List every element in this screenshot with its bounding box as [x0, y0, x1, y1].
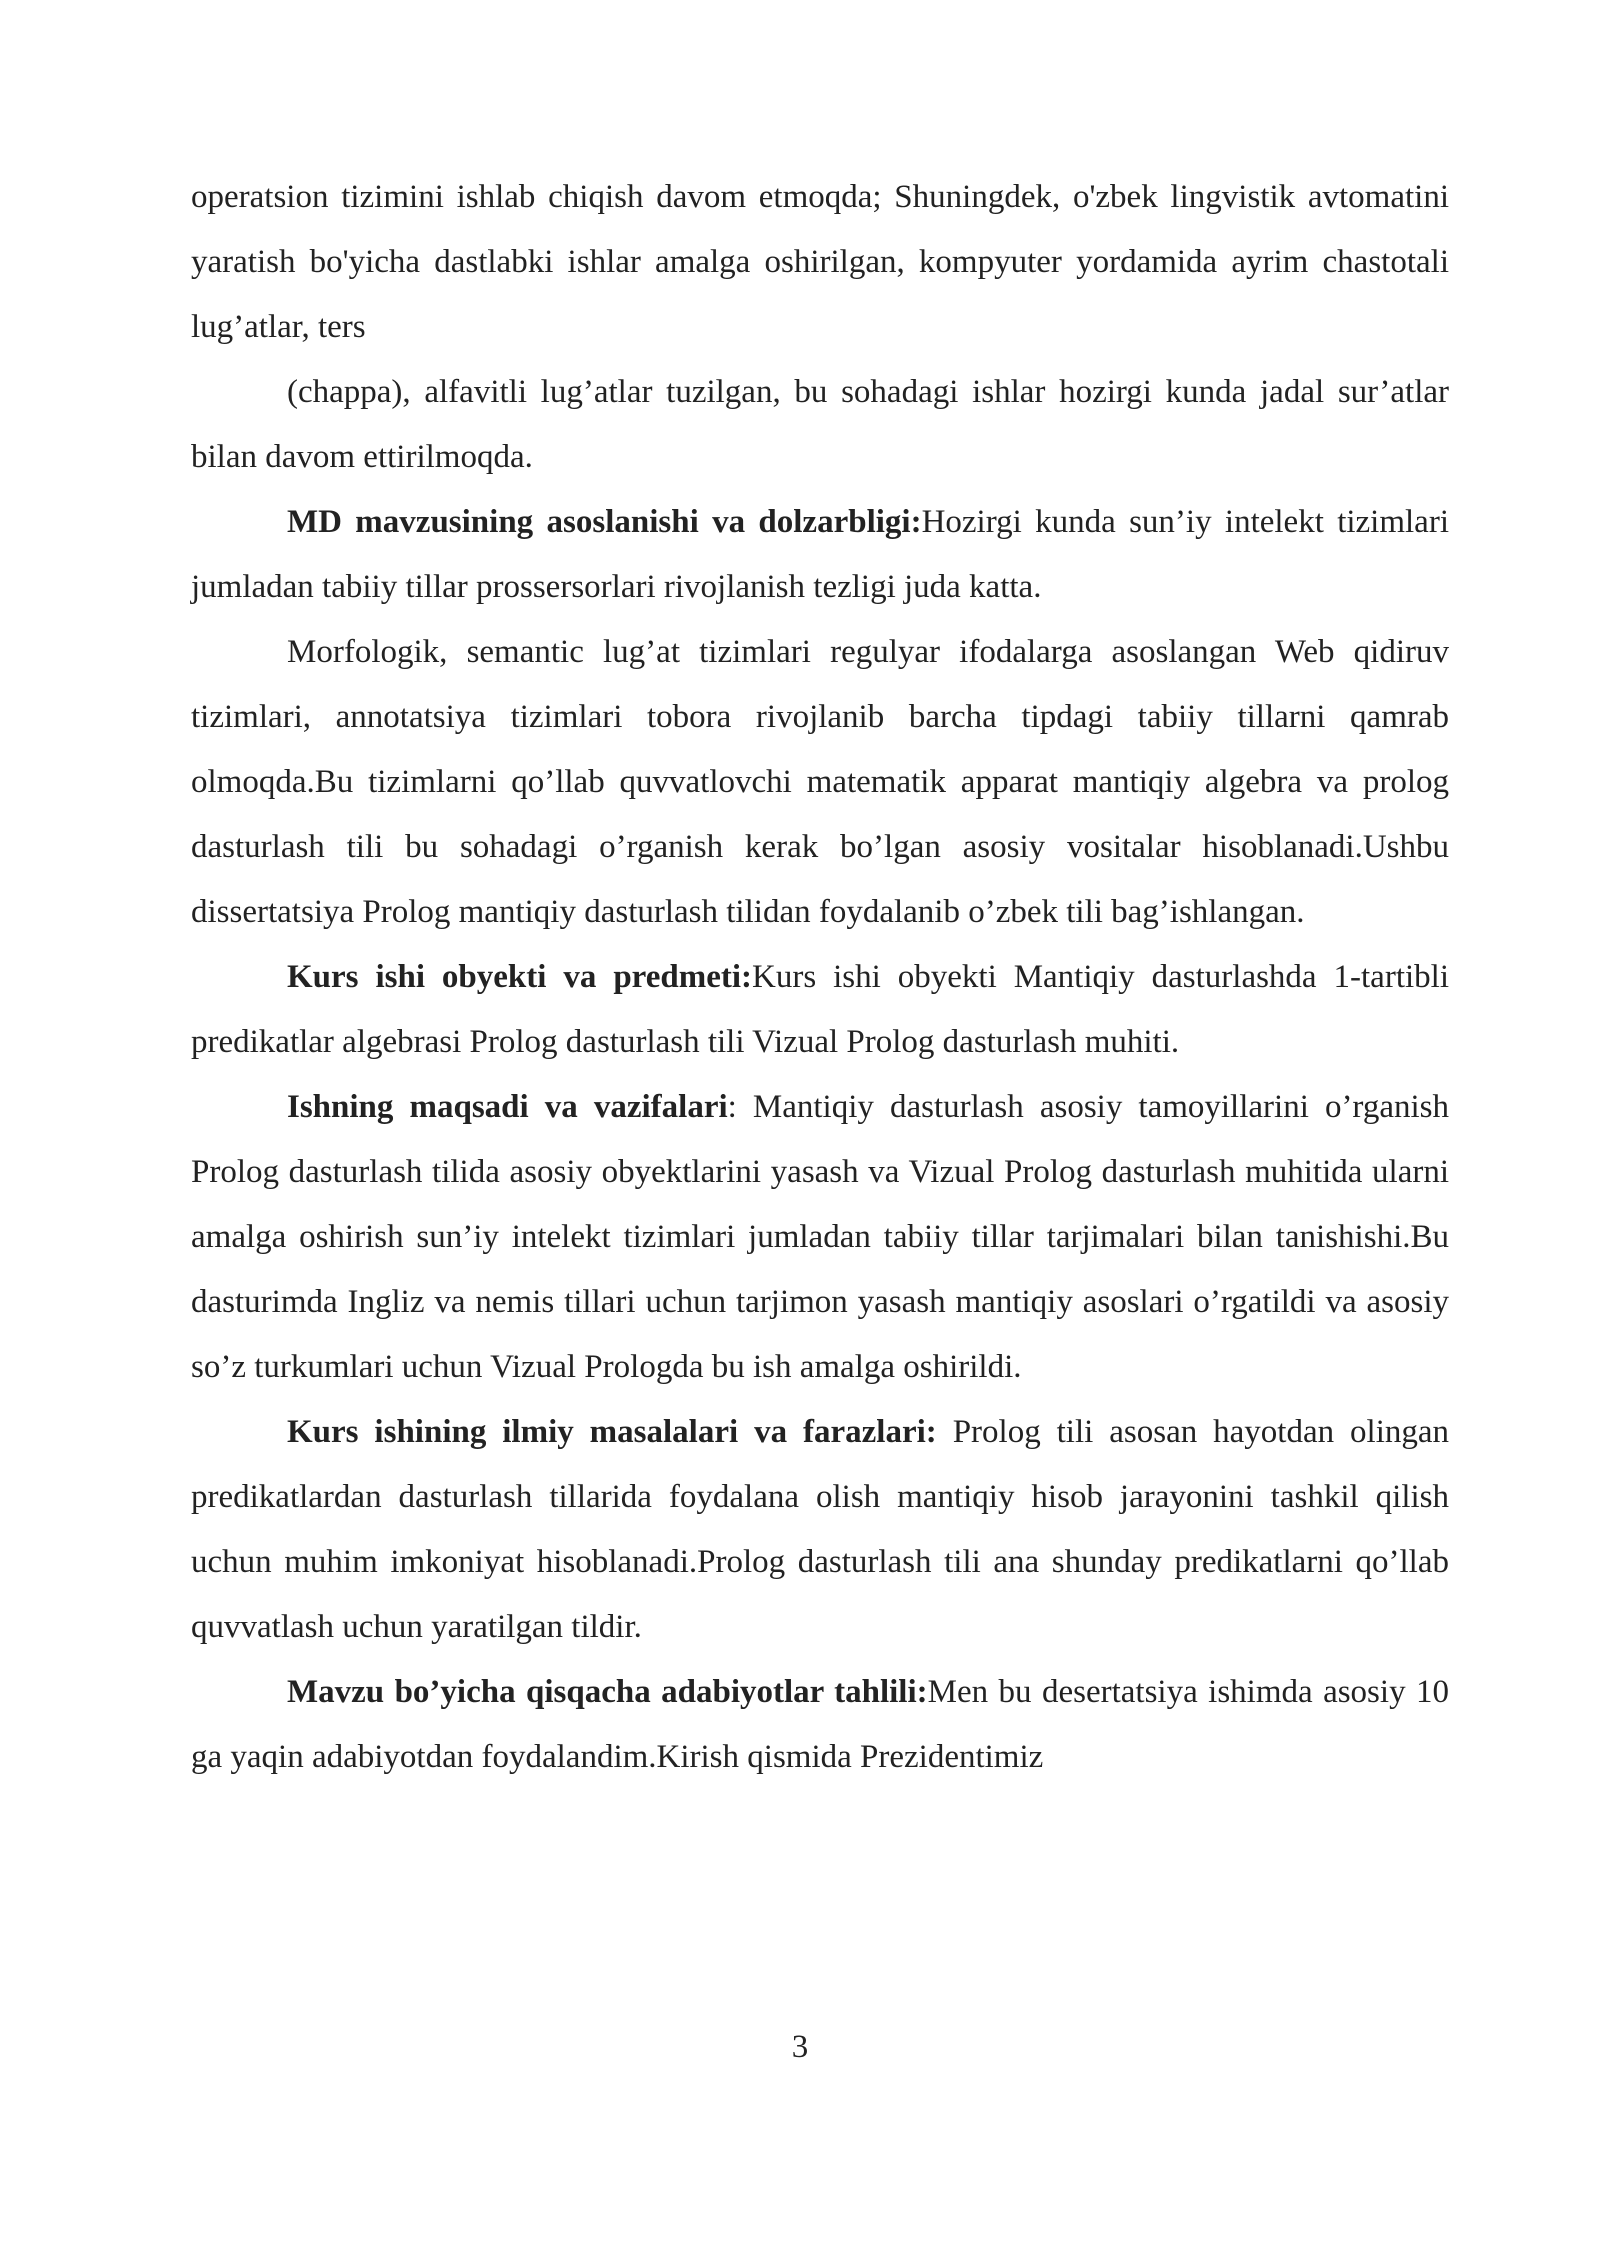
- paragraph-text: Men bu desertatsiya ishimda asosiy 10 ga yaqin adabiyotdan foydalandim.Kirish qismida Prezidentimiz: [191, 1674, 1449, 1775]
- paragraph-text: operatsion tizimini ishlab chiqish davom etmoqda; Shuningdek, o'zbek lingvistik avtomatini yaratish bo'yicha dastlabki ishlar amalga oshirilgan, kompyuter yordamida ayrim chastotali lug’atlar, ters: [191, 179, 1449, 345]
- paragraph-object-and-subject: [191, 945, 1449, 1075]
- page-body: [191, 165, 1449, 1790]
- paragraph-continued-intro: [191, 165, 1449, 360]
- paragraph-scientific-problems: [191, 1400, 1449, 1660]
- paragraph-text: : Mantiqiy dasturlash asosiy tamoyillarini o’rganish Prolog dasturlash tilida asosiy obyektlarini yasash va Vizual Prolog dasturlash muhitida ularni amalga oshirish sun’iy intelekt tizimlari jumladan tabiiy tillar tarjimalari bilan tanishishi.Bu dasturimda Ingliz va nemis tillari uchun tarjimon yasash mantiqiy asoslari o’rgatildi va asosiy so’z turkumlari uchun Vizual Prologda bu ish amalga oshirildi.: [191, 1089, 1449, 1385]
- paragraph-text: (chappa), alfavitli lug’atlar tuzilgan, bu sohadagi ishlar hozirgi kunda jadal sur’atlar bilan davom ettirilmoqda.: [191, 374, 1449, 475]
- section-heading-goals-and-tasks: Ishning maqsadi va vazifalari: [287, 1089, 728, 1125]
- section-heading-object-and-subject: Kurs ishi obyekti va predmeti:: [287, 959, 753, 995]
- paragraph-topic-relevance: [191, 490, 1449, 620]
- paragraph-text: Morfologik, semantic lug’at tizimlari regulyar ifodalarga asoslangan Web qidiruv tizimlari, annotatsiya tizimlari tobora rivojlanib barcha tipdagi tabiiy tillarni qamrab olmoqda.Bu tizimlarni qo’llab quvvatlovchi matematik apparat mantiqiy algebra va prolog dasturlash tili bu sohadagi o’rganish kerak bo’lgan asosiy vositalar hisoblanadi.Ushbu dissertatsiya Prolog mantiqiy dasturlash tilidan foydalanib o’zbek tili bag’ishlangan.: [191, 634, 1449, 930]
- page-number: 3: [791, 2029, 809, 2065]
- paragraph-literature-review: [191, 1660, 1449, 1790]
- paragraph-text: Prolog tili asosan hayotdan olingan predikatlardan dasturlash tillarida foydalana olish mantiqiy hisob jarayonini tashkil qilish uchun muhim imkoniyat hisoblanadi.Prolog dasturlash tili ana shunday predikatlarni qo’llab quvvatlash uchun yaratilgan tildir.: [191, 1414, 1450, 1645]
- section-heading-literature-review: Mavzu bo’yicha qisqacha adabiyotlar tahlili:: [287, 1674, 928, 1710]
- section-heading-scientific-problems: Kurs ishining ilmiy masalalari va farazlari:: [287, 1414, 937, 1450]
- paragraph-text: Kurs ishi obyekti Mantiqiy dasturlashda 1-tartibli predikatlar algebrasi Prolog dasturlash tili Vizual Prolog dasturlash muhiti.: [191, 959, 1449, 1060]
- paragraph-goals-and-tasks: [191, 1075, 1449, 1400]
- paragraph-alphabetic-dictionaries: [191, 360, 1449, 490]
- paragraph-text: Hozirgi kunda sun’iy intelekt tizimlari jumladan tabiiy tillar prossersorlari rivojlanish tezligi juda katta.: [191, 504, 1449, 605]
- paragraph-morphological-systems: [191, 620, 1449, 945]
- section-heading-topic-relevance: MD mavzusining asoslanishi va dolzarbligi:: [287, 504, 922, 540]
